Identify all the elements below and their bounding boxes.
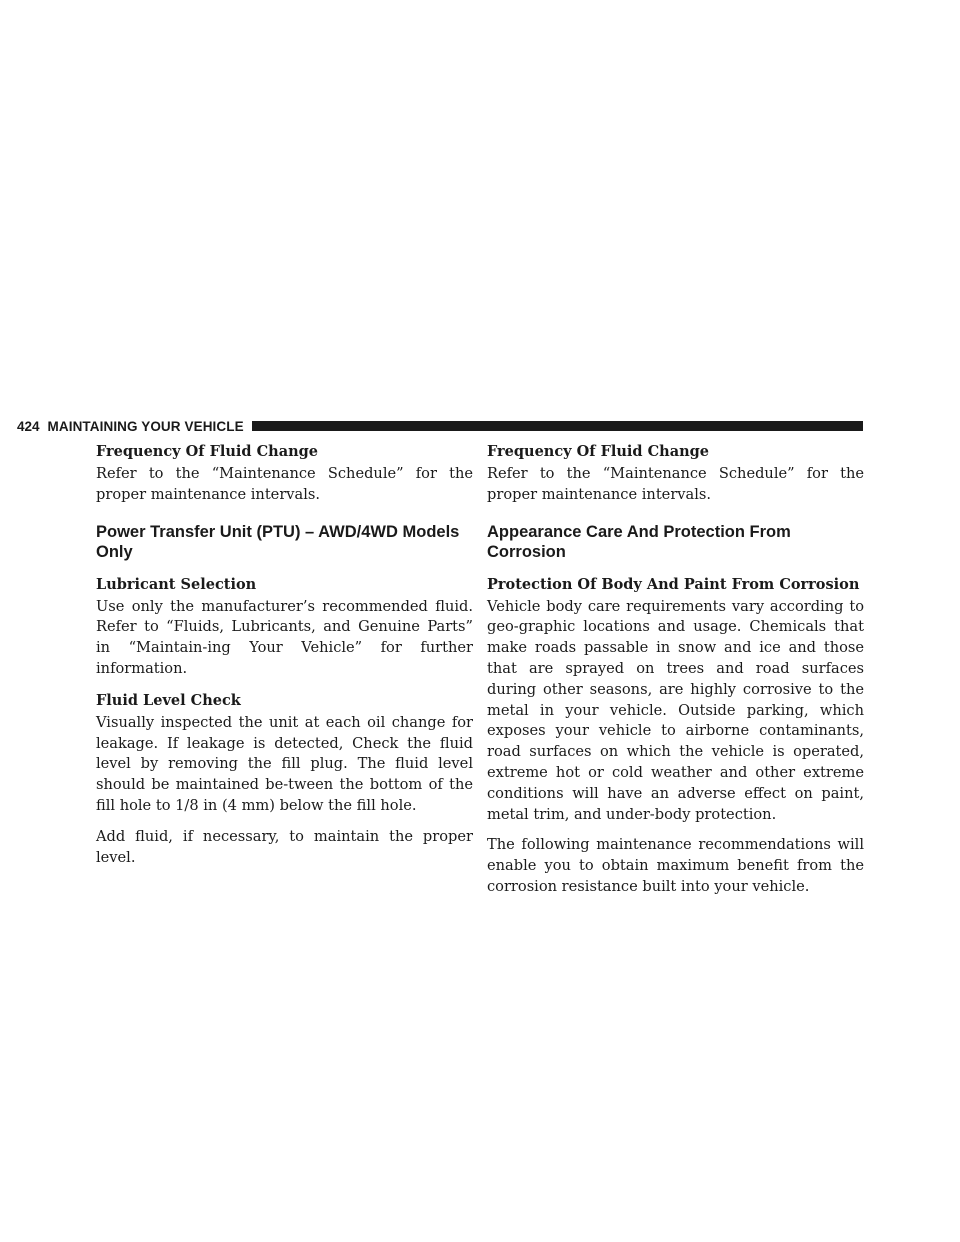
- section-title: MAINTAINING YOUR VEHICLE: [47, 418, 244, 434]
- fluid-level-heading: Fluid Level Check: [96, 691, 241, 709]
- ptu-heading: Power Transfer Unit (PTU) – AWD/4WD Models Only: [96, 522, 460, 561]
- appearance-heading: Appearance Care And Protection From Corrosion: [487, 522, 791, 561]
- lubricant-text: Use only the manufacturer’s recommended fluid. Refer to “Fluids, Lubricants, and Genuine Parts” in “Maintain-ing Your Vehicle” for further information.: [96, 597, 473, 677]
- frequency-heading: Frequency Of Fluid Change: [96, 443, 318, 460]
- header-rule: [252, 421, 863, 431]
- add-fluid-text: Add fluid, if necessary, to maintain the proper level.: [96, 827, 473, 866]
- page-number: 424: [17, 418, 40, 434]
- page-header: [17, 417, 863, 435]
- frequency-heading-right: Frequency Of Fluid Change: [487, 443, 709, 460]
- left-column: [96, 441, 473, 878]
- recommendation-text: The following maintenance recommendations will enable you to obtain maximum benefit from the corrosion resistance built into your vehicle.: [487, 836, 864, 895]
- protection-heading: Protection Of Body And Paint From Corrosion: [487, 575, 860, 593]
- right-column: [487, 441, 864, 908]
- lubricant-heading: Lubricant Selection: [96, 575, 257, 593]
- frequency-text: Refer to the “Maintenance Schedule” for the proper maintenance intervals.: [96, 465, 473, 503]
- frequency-text-right: Refer to the “Maintenance Schedule” for the proper maintenance intervals.: [487, 465, 864, 503]
- fluid-level-text: Visually inspected the unit at each oil change for leakage. If leakage is detected, Check the fluid level by removing the fill plug. The fluid level should be maintained be-tween the bottom of the fill hole to 1/8 in (4 mm) below the fill hole.: [96, 713, 473, 814]
- protection-text: Vehicle body care requirements vary according to geo-graphic locations and usage. Chemicals that make roads passable in snow and ice and those that are sprayed on trees and road surfaces during other seasons, are highly corrosive to the metal in your vehicle. Outside parking, which exposes your vehicle to airborne contaminants, road surfaces on which the vehicle is operated, extreme hot or cold weather and other extreme conditions will have an adverse effect on paint, metal trim, and under-body protection.: [487, 597, 864, 823]
